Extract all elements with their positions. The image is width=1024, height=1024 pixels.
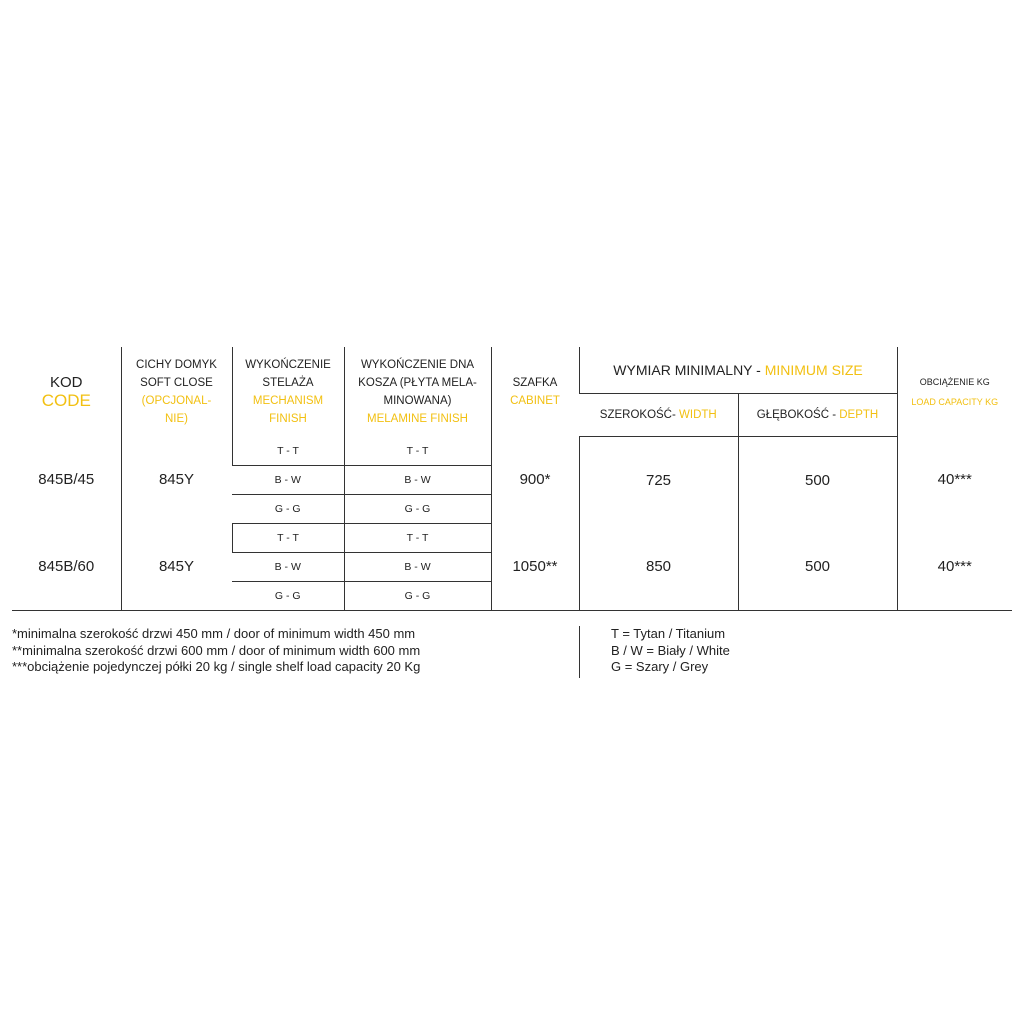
cell-melamine-finish: G - G xyxy=(344,581,491,610)
cell-code: 845B/60 xyxy=(12,523,121,610)
cell-soft-close: 845Y xyxy=(121,523,232,610)
header-soft-close-line1: CICHY DOMYK xyxy=(136,358,217,371)
legend-titanium: T = Tytan / Titanium xyxy=(611,626,726,641)
color-legend xyxy=(611,626,730,676)
spec-table-container xyxy=(12,347,1012,611)
cell-soft-close: 845Y xyxy=(121,437,232,524)
header-code-text: CODE xyxy=(41,390,91,410)
header-code xyxy=(12,347,121,437)
cell-load: 40*** xyxy=(897,437,1012,524)
cell-load: 40*** xyxy=(897,523,1012,610)
header-mel-line3: MINOWANA) xyxy=(383,394,452,407)
cell-melamine-finish: T - T xyxy=(344,437,491,466)
cell-cabinet: 900* xyxy=(491,437,579,524)
cell-melamine-finish: B - W xyxy=(344,465,491,494)
header-depth xyxy=(738,394,897,437)
header-mech-line1: WYKOŃCZENIE xyxy=(245,358,331,371)
header-cabinet-line2: CABINET xyxy=(510,394,560,407)
header-load-line2: LOAD CAPACITY KG xyxy=(911,396,999,407)
notes-divider xyxy=(579,626,580,678)
cell-width: 725 xyxy=(579,437,738,524)
header-min-size-pl: WYMIAR MINIMALNY - xyxy=(613,362,765,378)
header-mech-line2: STELAŻA xyxy=(262,376,314,389)
header-cabinet xyxy=(491,347,579,437)
header-mech-line3: MECHANISM xyxy=(252,394,324,407)
header-width-en: WIDTH xyxy=(679,409,717,421)
table-row xyxy=(12,523,1012,552)
header-mech-line4: FINISH xyxy=(269,412,307,425)
header-mechanism-finish xyxy=(232,347,344,437)
header-cabinet-line1: SZAFKA xyxy=(512,376,558,389)
cell-depth: 500 xyxy=(738,437,897,524)
cell-mech-finish: B - W xyxy=(232,552,344,581)
spec-table xyxy=(12,347,1012,611)
header-minimum-size xyxy=(579,347,897,394)
table-row xyxy=(12,437,1012,466)
cell-melamine-finish: B - W xyxy=(344,552,491,581)
header-kod-text: KOD xyxy=(49,373,83,391)
cell-code: 845B/45 xyxy=(38,471,95,489)
header-width xyxy=(579,394,738,437)
header-melamine-finish xyxy=(344,347,491,437)
header-width-pl: SZEROKOŚĆ- xyxy=(599,409,680,421)
header-depth-en: DEPTH xyxy=(839,409,879,421)
cell-depth: 500 xyxy=(738,523,897,610)
header-soft-close-line2: SOFT CLOSE xyxy=(140,376,213,389)
cell-mech-finish: G - G xyxy=(232,581,344,610)
header-soft-close xyxy=(121,347,232,437)
header-min-size-en: MINIMUM SIZE xyxy=(764,362,863,378)
header-load-line1: OBCIĄŻENIE KG xyxy=(919,376,990,387)
header-soft-close-line3: (OPCJONAL- xyxy=(141,394,212,407)
footnote-1: *minimalna szerokość drzwi 450 mm / door of minimum width 450 mm xyxy=(12,626,416,641)
cell-width: 850 xyxy=(579,523,738,610)
header-soft-close-line4: NIE) xyxy=(165,412,188,425)
header-mel-line1: WYKOŃCZENIE DNA xyxy=(360,358,475,371)
cell-melamine-finish: G - G xyxy=(344,494,491,523)
header-mel-line2: KOSZA (PŁYTA MELA- xyxy=(358,376,477,389)
footnote-3: ***obciążenie pojedynczej półki 20 kg / single shelf load capacity 20 Kg xyxy=(12,659,421,674)
footnotes xyxy=(12,626,420,676)
cell-mech-finish: B - W xyxy=(232,465,344,494)
legend-grey: G = Szary / Grey xyxy=(611,659,709,674)
footnote-2: **minimalna szerokość drzwi 600 mm / door of minimum width 600 mm xyxy=(12,642,421,658)
legend-white: B / W = Biały / White xyxy=(611,642,730,658)
header-depth-pl: GŁĘBOKOŚĆ - xyxy=(756,409,840,421)
header-load-capacity xyxy=(897,347,1012,437)
cell-mech-finish: G - G xyxy=(232,494,344,523)
cell-melamine-finish: T - T xyxy=(344,523,491,552)
cell-mech-finish: T - T xyxy=(232,437,344,466)
cell-cabinet: 1050** xyxy=(491,523,579,610)
cell-mech-finish: T - T xyxy=(232,523,344,552)
header-mel-line4: MELAMINE FINISH xyxy=(367,412,468,425)
